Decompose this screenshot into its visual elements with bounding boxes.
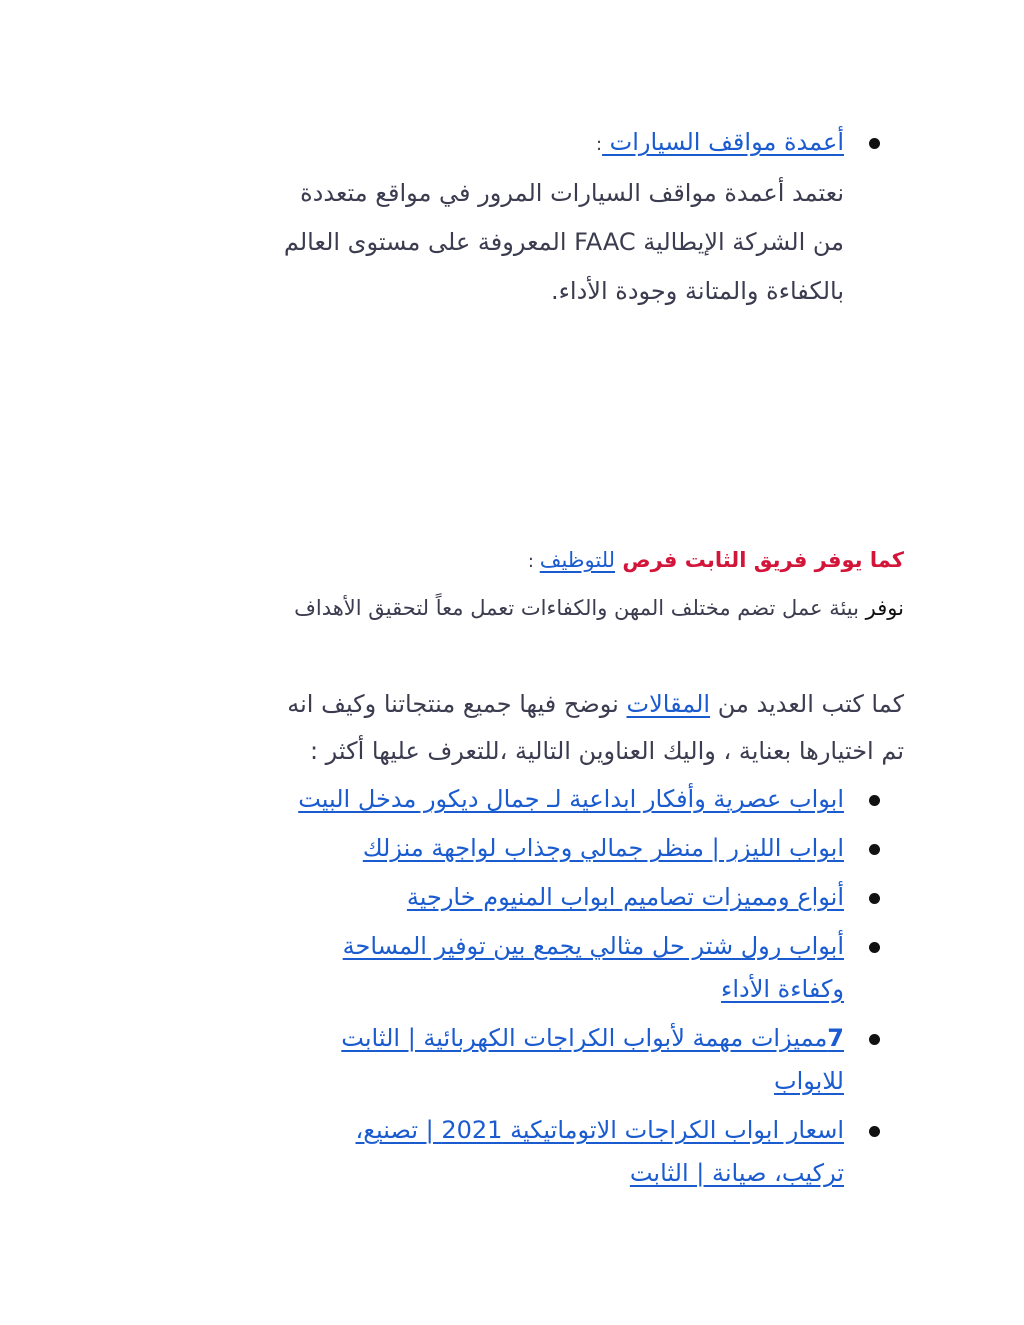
bullet-icon — [869, 138, 880, 149]
list-item — [144, 1109, 844, 1195]
list-item — [144, 827, 844, 870]
article-link-text-part: مميزات مهمة لأبواب الكراجات الكهربائية | الثابت — [341, 1024, 828, 1052]
article-link-text: اسعار ابواب الكراجات الاتوماتيكية 2021 | تصنيع، — [355, 1116, 844, 1144]
article-link-text: أنواع ومميزات تصاميم ابواب المنيوم خارجية — [406, 883, 844, 911]
article-link-3[interactable] — [144, 876, 844, 919]
parking-desc-line-3: بالكفاءة والمتانة وجودة الأداء. — [550, 277, 844, 305]
article-link-text: أبواب رول شتر حل مثالي يجمع بين توفير المساحة — [342, 932, 844, 960]
colon-text: : — [595, 134, 603, 155]
bullet-icon — [869, 795, 880, 806]
bullet-icon — [869, 1034, 880, 1045]
parking-desc-line-1: نعتمد أعمدة مواقف السيارات المرور في مواقع متعددة — [300, 179, 844, 207]
articles-intro — [104, 681, 904, 775]
bullet-icon — [869, 893, 880, 904]
article-link-1[interactable] — [144, 778, 844, 821]
jobs-title: كما يوفر فريق الثابت فرص — [615, 548, 904, 572]
jobs-heading — [104, 537, 904, 585]
bullet-icon — [869, 942, 880, 953]
article-link-2[interactable] — [144, 827, 844, 870]
article-link-text: تركيب، صيانة | الثابت — [629, 1159, 844, 1187]
jobs-body-text: بيئة عمل تضم مختلف المهن والكفاءات تعمل معاً لتحقيق الأهداف — [294, 596, 859, 620]
parking-posts-item — [144, 118, 844, 316]
articles-link[interactable]: المقالات — [626, 690, 711, 718]
articles-list — [144, 778, 844, 1201]
intro-text-after: نوضح فيها جميع منتجاتنا وكيف انه — [287, 690, 627, 718]
jobs-lead: نوفر — [859, 596, 904, 620]
article-link-5[interactable] — [144, 1017, 844, 1103]
article-link-4[interactable] — [144, 925, 844, 1011]
jobs-link[interactable]: للتوظيف — [539, 548, 616, 572]
jobs-colon: : — [527, 551, 540, 572]
parking-posts-section — [144, 118, 844, 316]
list-item — [144, 1017, 844, 1103]
jobs-body — [104, 585, 904, 631]
list-item — [144, 925, 844, 1011]
article-link-text — [144, 1017, 844, 1060]
jobs-section — [104, 537, 904, 631]
bullet-icon — [869, 1126, 880, 1137]
intro-line-1 — [104, 681, 904, 728]
article-link-text: ابواب الليزر | منظر جمالي وجذاب لواجهة منزلك — [362, 834, 844, 862]
article-link-text: للابواب — [774, 1067, 844, 1095]
intro-text-before: كما كتب العديد من — [710, 690, 904, 718]
article-link-text: ابواب عصرية وأفكار ابداعية لـ جمال ديكور مدخل البيت — [298, 785, 844, 813]
parking-posts-link[interactable]: أعمدة مواقف السيارات — [602, 128, 844, 156]
parking-desc-line-2: من الشركة الإيطالية FAAC المعروفة على مستوى العالم — [283, 228, 844, 256]
intro-line-2: تم اختيارها بعناية ، واليك العناوين التالية ،للتعرف عليها أكثر : — [309, 737, 904, 765]
list-item — [144, 876, 844, 919]
article-link-text: وكفاءة الأداء — [721, 975, 844, 1003]
bullet-icon — [869, 844, 880, 855]
article-link-6[interactable] — [144, 1109, 844, 1195]
article-number: 7 — [827, 1024, 844, 1052]
list-item — [144, 778, 844, 821]
